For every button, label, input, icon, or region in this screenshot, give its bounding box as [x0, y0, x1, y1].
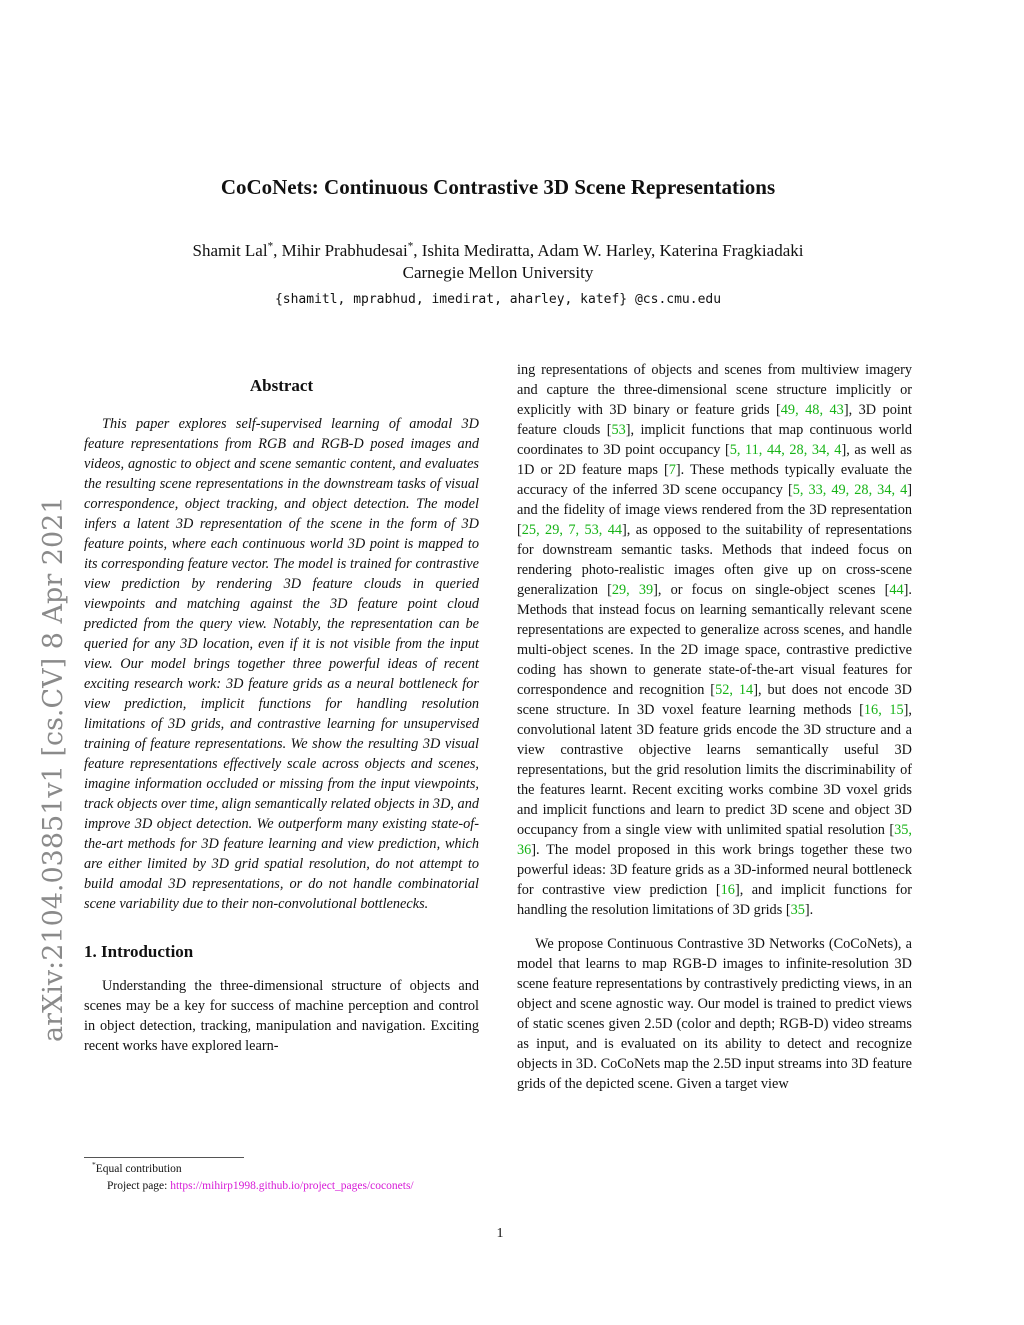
page-number: 1	[496, 1226, 504, 1241]
citation-link[interactable]: 7	[668, 462, 676, 478]
right-column	[517, 360, 912, 1094]
paper-title: CoCoNets: Continuous Contrastive 3D Scene Representations	[220, 175, 776, 199]
left-column	[84, 374, 479, 1056]
citation-link[interactable]: 16	[720, 882, 735, 898]
citation-link[interactable]: 5, 11, 44, 28, 34, 4	[729, 442, 842, 458]
footnote-text: Equal contribution	[95, 1163, 182, 1175]
citation-link[interactable]: 35, 36	[517, 822, 912, 858]
author-others: Ishita Mediratta, Adam W. Harley, Katerina Fragkiadaki	[421, 241, 804, 260]
author-separator: ,	[413, 241, 422, 260]
author-separator: ,	[273, 241, 282, 260]
proposal-paragraph: We propose Continuous Contrastive 3D Networks (CoCoNets), a model that learns to map RGB-D images to infinite-resolution 3D scene feature representations by contrastively predicting views, in an object and scene agnostic way. Our model is trained to predict views of static scenes given 2.5D (color and depth; RGB-D) video streams as input, and is evaluated on its ability to detect and recognize objects in 3D. CoCoNets map the 2.5D input streams into 3D feature grids of the depicted scene. Given a target view	[517, 936, 912, 1092]
author-emails: {shamitl, mprabhud, imedirat, aharley, katef} @cs.cmu.edu	[274, 292, 722, 307]
footnote-project-page	[107, 1178, 414, 1195]
author-list	[80, 240, 916, 262]
affiliation: Carnegie Mellon University	[402, 263, 594, 282]
citation-link[interactable]: 53	[611, 422, 626, 438]
footnote-divider	[84, 1157, 244, 1158]
abstract-text: This paper explores self-supervised learning of amodal 3D feature representations from RGB and RGB-D posed images and videos, agnostic to object and scene semantic content, and evaluates the resulting scene representations in the downstream tasks of visual correspondence, object tracking, and object detection. The model infers a latent 3D representation of the scene in the form of 3D feature points, where each continuous world 3D point is mapped to its corresponding feature vector. The model is trained for contrastive view prediction by rendering 3D feature clouds in queried viewpoints and matching against the 3D feature point cloud predicted from the query view. Notably, the representation can be queried for any 3D location, even if it is not visible from the input view. Our model brings together three powerful ideas of recent exciting research work: 3D feature grids as a neural bottleneck for view prediction, implicit functions for handling resolution limitations of 3D grids, and contrastive learning for unsupervised training of feature representations. We show the resulting 3D visual feature representations effectively scale across objects and scenes, imagine information occluded or missing from the input viewpoints, track objects over time, align semantically related objects in 3D, and improve 3D object detection. We outperform many existing state-of-the-art methods for 3D feature learning and view prediction, which are either limited by 3D grid spatial resolution, do not attempt to build amodal 3D representations, or do not handle combinatorial scene variability due to their non-convolutional bottlenecks.	[84, 416, 479, 912]
citation-link[interactable]: 16, 15	[863, 702, 904, 718]
project-page-label: Project page:	[107, 1180, 171, 1192]
citation-link[interactable]: 25, 29, 7, 53, 44	[521, 522, 623, 538]
equal-contribution-mark: *	[267, 240, 274, 253]
citation-link[interactable]: 49, 48, 43	[780, 402, 844, 418]
author-prabhudesai: Mihir Prabhudesai	[281, 241, 408, 260]
footnote-equal-contribution	[92, 1161, 182, 1178]
introduction-heading: 1. Introduction	[84, 942, 194, 961]
author-block	[80, 240, 916, 284]
related-work-paragraph: ing representations of objects and scenes from multiview imagery and capture the three-dimensional scene structure implicitly or explicitly with 3D binary or feature grids [49, 48, 43], 3D point feature clouds [53], implicit functions that map continuous world coordinates to 3D point occupancy [5, 11, 44, 28, 34, 4], as well as 1D or 2D feature maps [7]. These methods typically evaluate the accuracy of the inferred 3D scene occupancy [5, 33, 49, 28, 34, 4] and the fidelity of image views rendered from the 3D representation [25, 29, 7, 53, 44], as opposed to the suitability of representations for downstream semantic tasks. Methods that indeed focus on rendering photo-realistic images often give up on cross-scene generalization [29, 39], or focus on single-object scenes [44]. Methods that instead focus on learning semantically relevant scene representations are expected to generalize across scenes, and handle multi-object scenes. In the 2D image space, contrastive predictive coding has shown to generate state-of-the-art visual features for correspondence and recognition [52, 14], but does not encode 3D scene structure. In 3D voxel feature learning methods [16, 15], convolutional latent 3D feature grids encode the 3D structure and a view contrastive objective learns semantically useful 3D representations, but the grid resolution limits the discriminability of the features learnt. Recent exciting works combine 3D voxel grids and implicit functions and learn to predict 3D scene and object 3D occupancy from a single view with unlimited spatial resolution [35, 36]. The model proposed in this work brings together these two powerful ideas: 3D feature grids as a 3D-informed neural bottleneck for contrastive view prediction [16], and implicit functions for handling the resolution limitations of 3D grids [35].	[517, 362, 913, 918]
project-page-link[interactable]: https://mihirp1998.github.io/project_pages/coconets/	[170, 1180, 414, 1192]
abstract-heading: Abstract	[249, 376, 314, 395]
citation-link[interactable]: 52, 14	[715, 682, 754, 698]
citation-link[interactable]: 5, 33, 49, 28, 34, 4	[792, 482, 908, 498]
footnote-mark: *	[92, 1160, 96, 1170]
citation-link[interactable]: 35	[790, 902, 805, 918]
citation-link[interactable]: 44	[889, 582, 904, 598]
arxiv-identifier: arXiv:2104.03851v1 [cs.CV] 8 Apr 2021	[38, 496, 69, 1042]
author-lal: Shamit Lal	[192, 241, 268, 260]
citation-link[interactable]: 29, 39	[611, 582, 654, 598]
equal-contribution-mark: *	[407, 240, 414, 253]
introduction-paragraph: Understanding the three-dimensional structure of objects and scenes may be a key for success of machine perception and control in object detection, tracking, manipulation and navigation. Exciting recent works have explored learn-	[84, 978, 479, 1054]
